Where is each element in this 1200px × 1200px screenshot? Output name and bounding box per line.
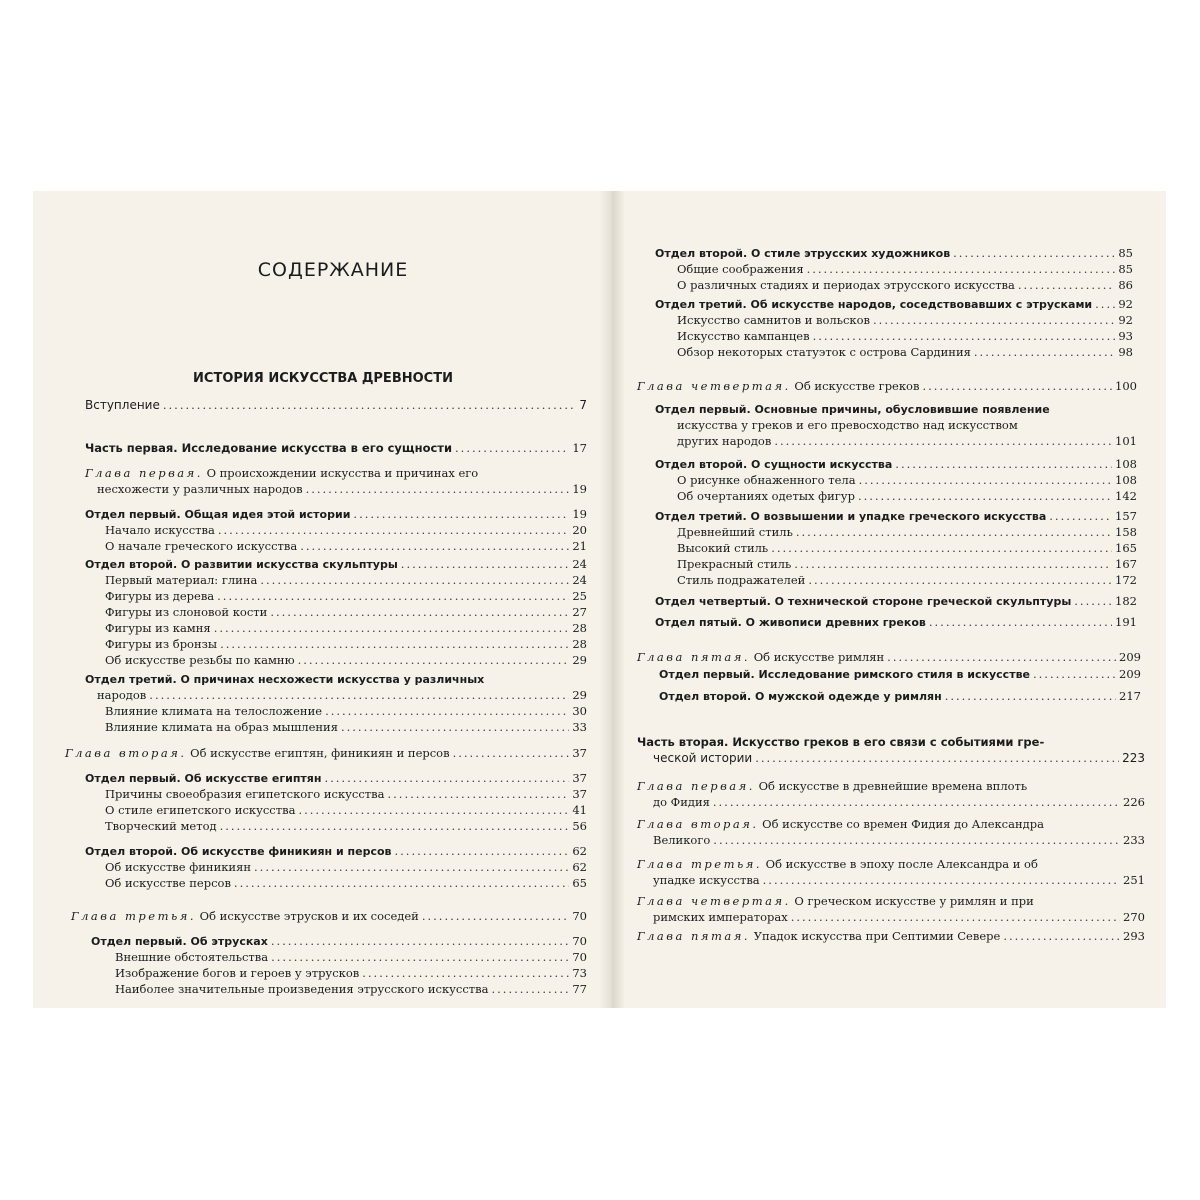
toc-entry-section-line1[interactable]: Отдел третий. О причинах несхожести искусства у различных [85, 673, 485, 686]
toc-entry-part-2-chapter-2[interactable]: Великого ..... 233 [653, 833, 1145, 848]
book-gutter [599, 191, 625, 1008]
toc-entry-section[interactable]: Отдел третий. Об искусстве народов, соседствовавших с этрусками ..... 92 [655, 297, 1133, 312]
toc-entry-part-2-chapter-3-line1[interactable]: Глава третья. Об искусстве в эпоху после Александра и об [637, 857, 1038, 871]
toc-entry-subsection[interactable]: Высокий стиль ..... 165 [677, 541, 1137, 556]
toc-entry-subsection[interactable]: Начало искусства ..... 20 [105, 523, 587, 538]
toc-entry-chapter-4[interactable]: Глава четвертая. Об искусстве греков ..... 100 [637, 379, 1137, 394]
toc-entry-part-2-chapter-4[interactable]: римских императорах ..... 270 [653, 910, 1145, 925]
toc-entry-section[interactable]: Отдел первый. Об этрусках ..... 70 [91, 934, 587, 949]
toc-entry-subsection[interactable]: О стиле египетского искусства ..... 41 [105, 803, 587, 818]
toc-entry-section[interactable]: Отдел третий. О возвышении и упадке греческого искусства ..... 157 [655, 509, 1137, 524]
toc-entry-subsection[interactable]: Первый материал: глина ..... 24 [105, 573, 587, 588]
toc-entry-chapter-1[interactable]: несхожести у различных народов ..... 19 [97, 482, 587, 497]
page-title: СОДЕРЖАНИЕ [257, 259, 409, 281]
book-spread [33, 191, 1166, 1008]
toc-entry-subsection[interactable]: Наиболее значительные произведения этрусского искусства ..... 77 [115, 982, 587, 997]
toc-entry-subsection[interactable]: Фигуры из камня ..... 28 [105, 621, 587, 636]
toc-entry-subsection[interactable]: Искусство кампанцев ..... 93 [677, 329, 1133, 344]
toc-entry-chapter-2[interactable]: Глава вторая. Об искусстве египтян, финикиян и персов ..... 37 [65, 746, 587, 761]
toc-entry-subsection[interactable]: Изображение богов и героев у этрусков ..... 73 [115, 966, 587, 981]
toc-entry-section[interactable]: народов ..... 29 [97, 688, 587, 703]
toc-entry-chapter-3[interactable]: Глава третья. Об искусстве этрусков и их соседей ..... 70 [71, 909, 587, 924]
toc-entry-chapter-1-line1[interactable]: Глава первая. О происхождении искусства и причинах его [85, 466, 479, 480]
toc-entry-part-2-line1[interactable]: Часть вторая. Искусство греков в его связи с событиями гре- [637, 735, 1045, 749]
toc-entry-subsection[interactable]: Общие соображения ..... 85 [677, 262, 1133, 277]
toc-entry-subsection[interactable]: Искусство самнитов и вольсков ..... 92 [677, 313, 1133, 328]
toc-entry-subsection[interactable]: О различных стадиях и периодах этрусского искусства ..... 86 [677, 278, 1133, 293]
toc-entry-subsection[interactable]: Прекрасный стиль ..... 167 [677, 557, 1137, 572]
toc-entry-section[interactable]: Отдел второй. О мужской одежде у римлян ..... 217 [659, 689, 1141, 704]
toc-entry-section[interactable]: Отдел первый. Исследование римского стиля в искусстве ..... 209 [659, 667, 1141, 682]
toc-entry-part-2-chapter-3[interactable]: упадке искусства ..... 251 [653, 873, 1145, 888]
left-page [33, 191, 599, 1008]
toc-entry-section[interactable]: других народов ..... 101 [677, 434, 1137, 449]
toc-entry-section[interactable]: Отдел второй. О развитии искусства скульптуры ..... 24 [85, 557, 587, 572]
toc-entry-subsection[interactable]: Об искусстве персов ..... 65 [105, 876, 587, 891]
section-heading: ИСТОРИЯ ИСКУССТВА ДРЕВНОСТИ [193, 371, 453, 386]
toc-entry-subsection[interactable]: Влияние климата на образ мышления ..... 33 [105, 720, 587, 735]
toc-entry-part-2-chapter-1-line1[interactable]: Глава первая. Об искусстве в древнейшие времена вплоть [637, 779, 1028, 793]
toc-entry-section-line2[interactable]: искусства у греков и его превосходство над искусством [677, 418, 1018, 432]
toc-entry-section[interactable]: Отдел четвертый. О технической стороне греческой скульптуры ..... 182 [655, 594, 1137, 609]
toc-entry-subsection[interactable]: Творческий метод ..... 56 [105, 819, 587, 834]
toc-entry-subsection[interactable]: Обзор некоторых статуэток с острова Сардиния ..... 98 [677, 345, 1133, 360]
toc-entry-subsection[interactable]: Влияние климата на телосложение ..... 30 [105, 704, 587, 719]
toc-entry-section[interactable]: Отдел первый. Общая идея этой истории ..... 19 [85, 507, 587, 522]
toc-entry-section[interactable]: Отдел второй. О сущности искусства ..... 108 [655, 457, 1137, 472]
toc-entry-section[interactable]: Отдел пятый. О живописи древних греков ..... 191 [655, 615, 1137, 630]
toc-entry-subsection[interactable]: Фигуры из слоновой кости ..... 27 [105, 605, 587, 620]
toc-entry-section-line1[interactable]: Отдел первый. Основные причины, обусловившие появление [655, 403, 1050, 416]
toc-entry-intro[interactable]: Вступление ..... 7 [85, 398, 587, 413]
toc-entry-part-1[interactable]: Часть первая. Исследование искусства в его сущности ..... 17 [85, 441, 587, 456]
toc-entry-chapter-5[interactable]: Глава пятая. Об искусстве римлян ..... 209 [637, 650, 1141, 665]
toc-entry-section[interactable]: Отдел первый. Об искусстве египтян ..... 37 [85, 771, 587, 786]
toc-entry-subsection[interactable]: Стиль подражателей ..... 172 [677, 573, 1137, 588]
right-page [625, 191, 1166, 1008]
toc-entry-part-2-chapter-2-line1[interactable]: Глава вторая. Об искусстве со времен Фидия до Александра [637, 817, 1044, 831]
toc-entry-subsection[interactable]: О рисунке обнаженного тела ..... 108 [677, 473, 1137, 488]
toc-entry-subsection[interactable]: О начале греческого искусства ..... 21 [105, 539, 587, 554]
toc-entry-subsection[interactable]: Фигуры из бронзы ..... 28 [105, 637, 587, 652]
toc-entry-subsection[interactable]: Древнейший стиль ..... 158 [677, 525, 1137, 540]
toc-entry-section[interactable]: Отдел второй. Об искусстве финикиян и персов ..... 62 [85, 844, 587, 859]
toc-entry-section[interactable]: Отдел второй. О стиле этрусских художников ..... 85 [655, 246, 1133, 261]
toc-entry-subsection[interactable]: Внешние обстоятельства ..... 70 [115, 950, 587, 965]
toc-entry-part-2-chapter-5[interactable]: Глава пятая. Упадок искусства при Септимии Севере ..... 293 [637, 929, 1145, 944]
toc-entry-subsection[interactable]: Об искусстве резьбы по камню ..... 29 [105, 653, 587, 668]
toc-entry-subsection[interactable]: Причины своеобразия египетского искусства ..... 37 [105, 787, 587, 802]
toc-entry-subsection[interactable]: Фигуры из дерева ..... 25 [105, 589, 587, 604]
toc-entry-subsection[interactable]: Об искусстве финикиян ..... 62 [105, 860, 587, 875]
toc-entry-subsection[interactable]: Об очертаниях одетых фигур ..... 142 [677, 489, 1137, 504]
toc-entry-part-2-chapter-1[interactable]: до Фидия ..... 226 [653, 795, 1145, 810]
toc-entry-part-2[interactable]: ческой истории ..... 223 [653, 751, 1145, 766]
toc-entry-part-2-chapter-4-line1[interactable]: Глава четвертая. О греческом искусстве у римлян и при [637, 894, 1034, 908]
